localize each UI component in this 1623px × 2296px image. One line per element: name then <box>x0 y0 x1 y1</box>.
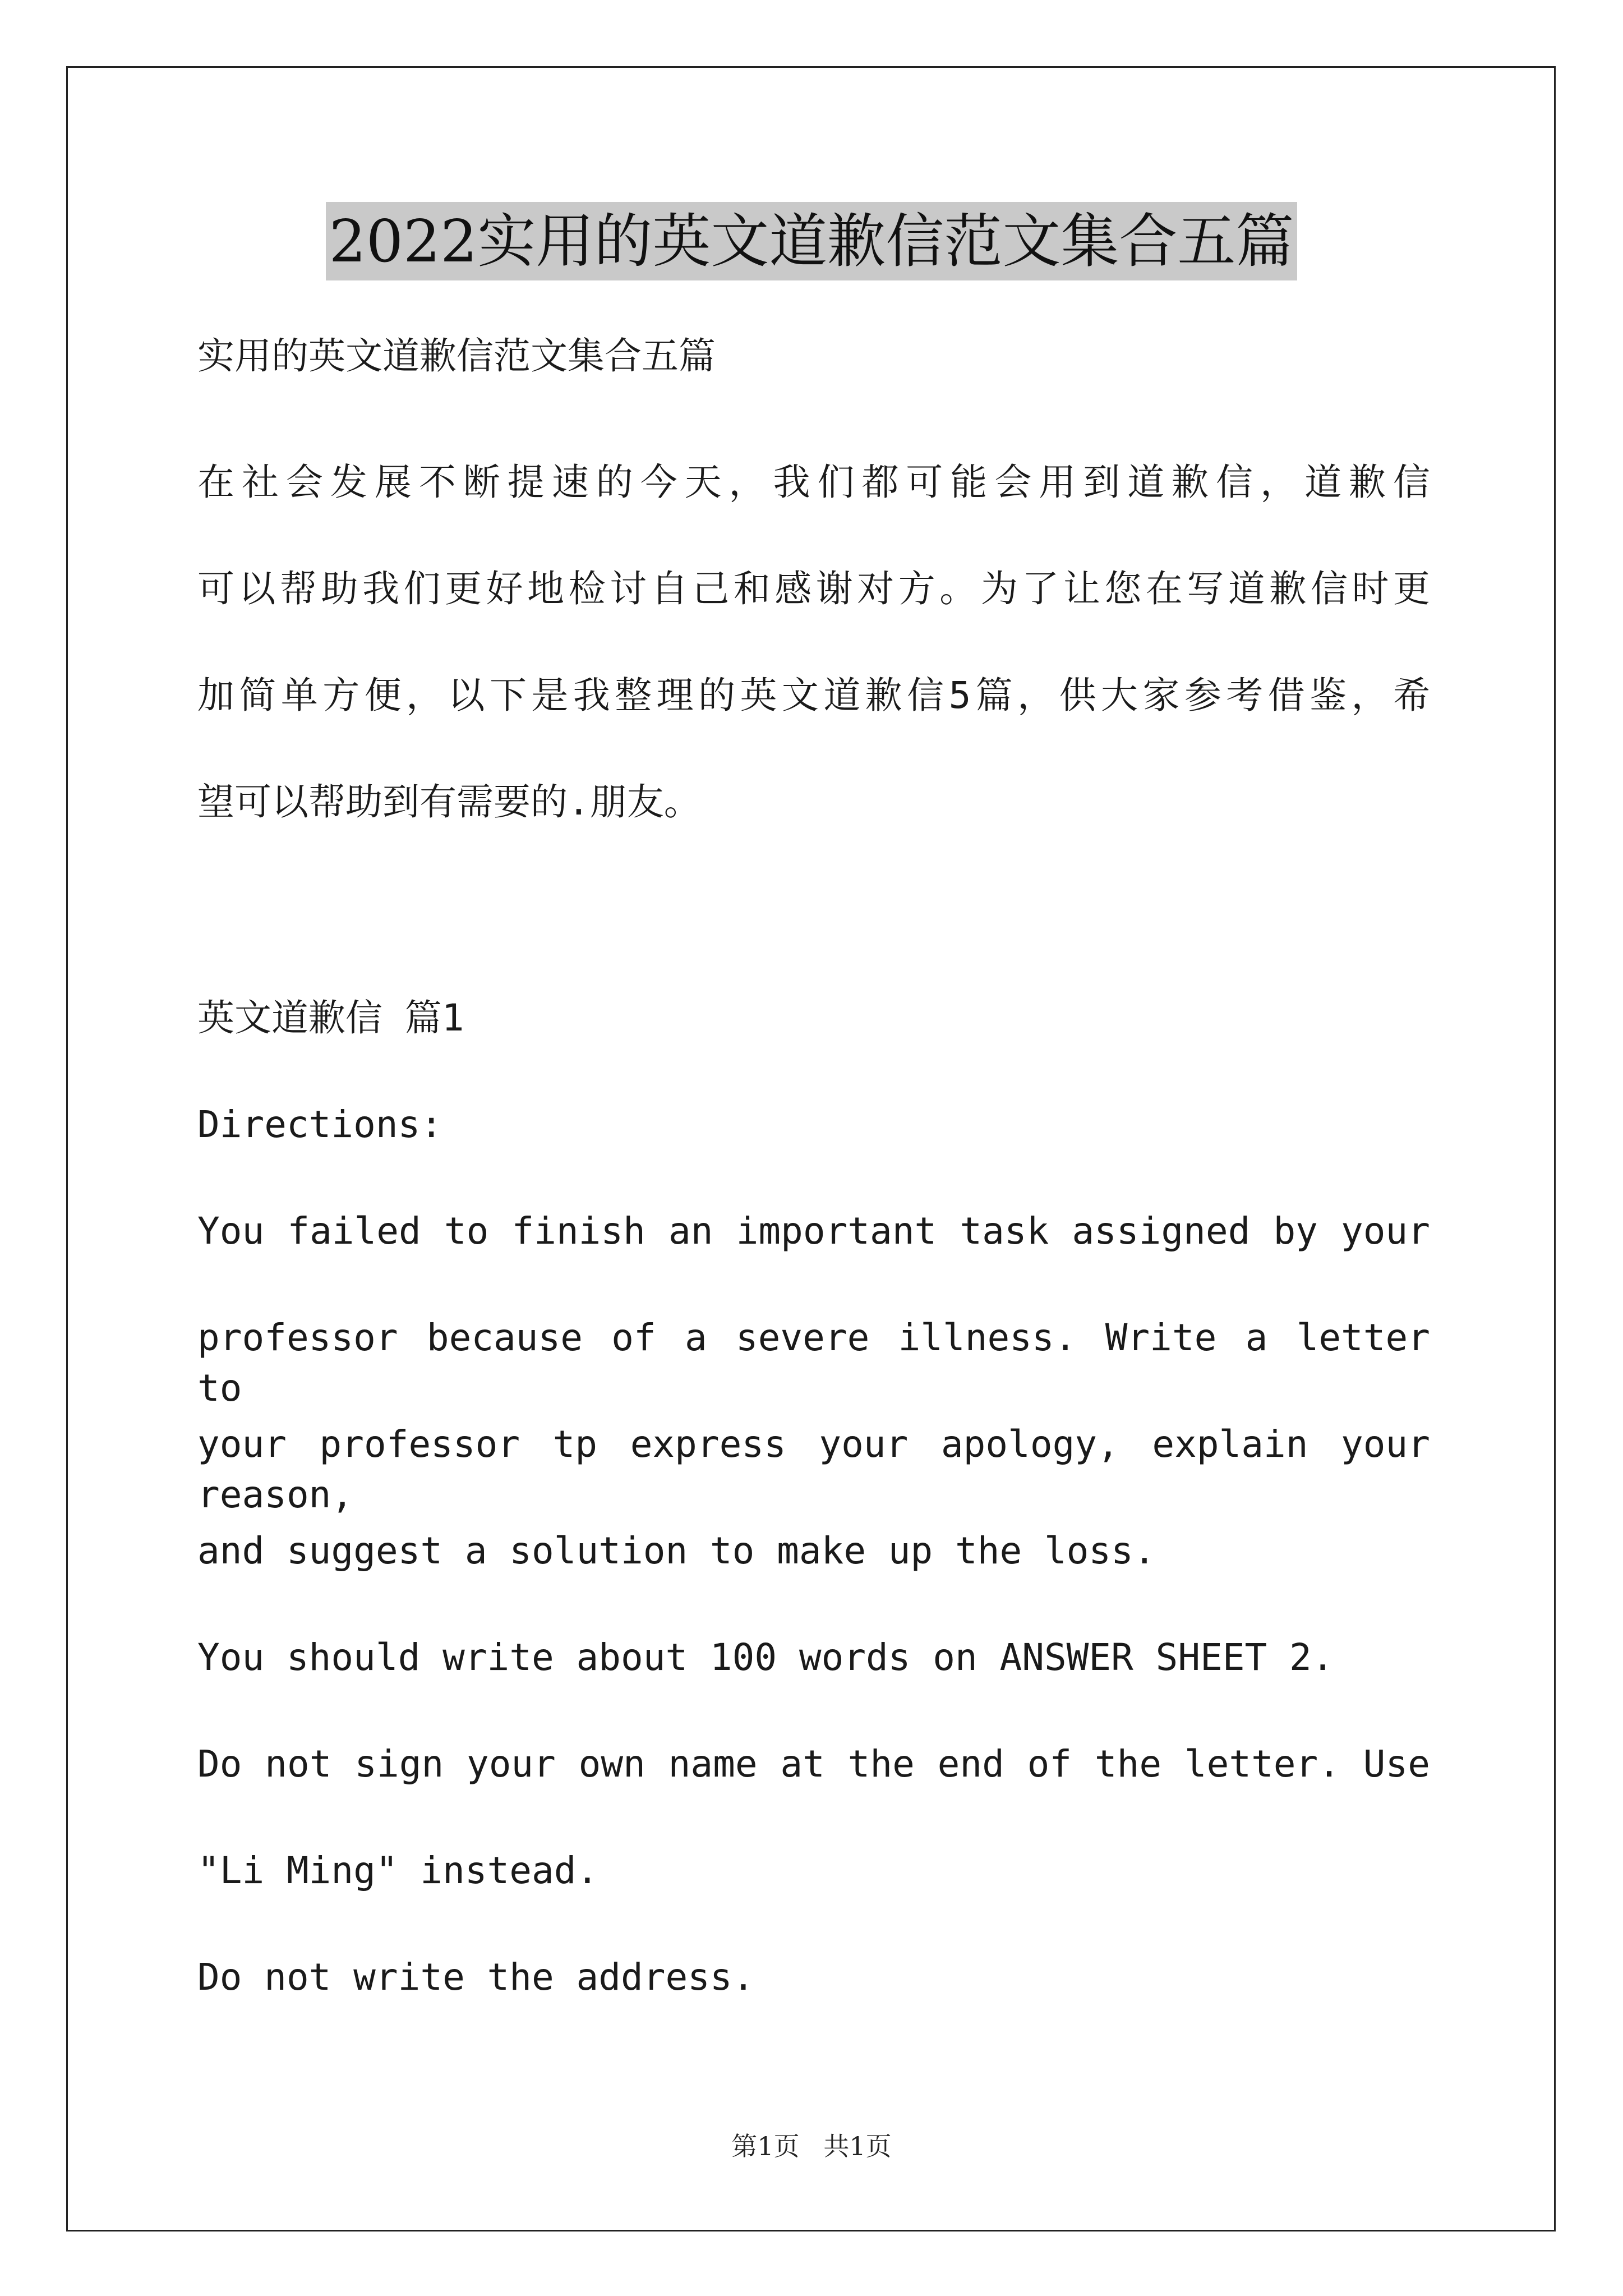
subtitle: 实用的英文道歉信范文集合五篇 <box>197 334 716 378</box>
directions-line-6: Do not sign your own name at the end of the letter. Use <box>197 1742 1430 1786</box>
document-title: 2022实用的英文道歉信范文集合五篇 <box>326 202 1298 280</box>
page-number-current: 第1页 <box>731 2131 800 2161</box>
directions-line-7: "Li Ming" instead. <box>197 1849 599 1892</box>
directions-line-5: You should write about 100 words on ANSWER SHEET 2. <box>197 1636 1334 1679</box>
directions-line-3: your professor tp express your apology, explain your reason, <box>197 1423 1430 1516</box>
page-footer <box>0 2126 1623 2163</box>
intro-line-4: 望可以帮助到有需要的.朋友。 <box>197 780 701 823</box>
title-wrap <box>0 202 1623 280</box>
directions-line-4: and suggest a solution to make up the loss. <box>197 1529 1156 1572</box>
intro-line-1: 在社会发展不断提速的今天，我们都可能会用到道歉信，道歉信 <box>197 461 1430 504</box>
intro-line-2: 可以帮助我们更好地检讨自己和感谢对方。为了让您在写道歉信时更 <box>197 567 1430 610</box>
directions-line-8: Do not write the address. <box>197 1955 755 1999</box>
directions-label: Directions: <box>197 1103 443 1146</box>
intro-line-3: 加简单方便，以下是我整理的英文道歉信5篇，供大家参考借鉴，希 <box>197 674 1430 717</box>
page-number-total: 共1页 <box>823 2131 892 2161</box>
directions-line-1: You failed to finish an important task assigned by your <box>197 1209 1430 1253</box>
directions-line-2: professor because of a severe illness. Write a letter to <box>197 1316 1430 1410</box>
section-heading: 英文道歉信 篇1 <box>197 996 464 1039</box>
